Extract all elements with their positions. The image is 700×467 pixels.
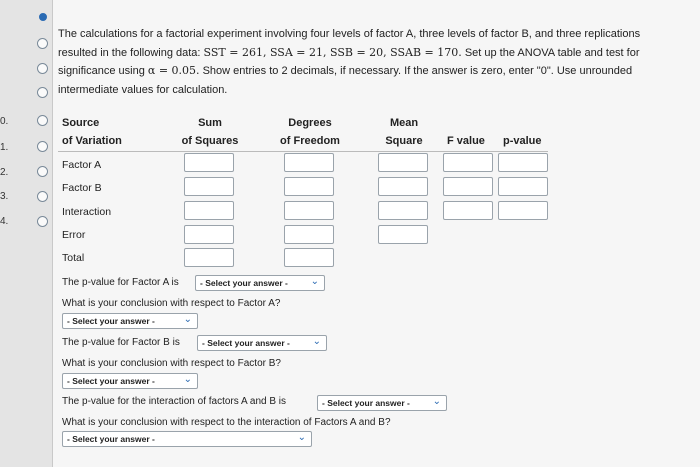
df-input-total[interactable]: [284, 248, 334, 267]
p-input-interaction[interactable]: [498, 201, 548, 220]
row-label-interaction: Interaction: [62, 206, 112, 218]
row-label-total: Total: [62, 252, 85, 264]
chevron-down-icon: ⌄: [297, 432, 306, 443]
question-number-3[interactable]: 3.: [0, 191, 9, 202]
select-conclusion-factor-a[interactable]: - Select your answer - ⌄: [62, 313, 198, 329]
question-conclusion-interaction: What is your conclusion with respect to the interaction of Factors A and B?: [62, 417, 391, 428]
problem-line-2: resulted in the following data: SST = 261, SSA = 21, SSB = 20, SSAB = 170. Set up the ANOVA table and test for: [58, 45, 640, 59]
chevron-down-icon: ⌄: [183, 374, 192, 385]
df-input-error[interactable]: [284, 225, 334, 244]
radio-icon[interactable]: [37, 63, 48, 74]
ms-input-interaction[interactable]: [378, 201, 428, 220]
radio-icon[interactable]: [37, 141, 48, 152]
radio-icon[interactable]: [37, 216, 48, 227]
header-divider: [58, 151, 548, 152]
df-input-factor-a[interactable]: [284, 153, 334, 172]
df-input-factor-b[interactable]: [284, 177, 334, 196]
question-number-1[interactable]: 1.: [0, 142, 9, 153]
select-conclusion-factor-b[interactable]: - Select your answer - ⌄: [62, 373, 198, 389]
select-p-value-factor-b[interactable]: - Select your answer - ⌄: [197, 335, 327, 351]
radio-icon[interactable]: [37, 87, 48, 98]
radio-icon[interactable]: [37, 191, 48, 202]
ms-input-factor-b[interactable]: [378, 177, 428, 196]
radio-icon[interactable]: [37, 38, 48, 49]
question-conclusion-factor-b: What is your conclusion with respect to Factor B?: [62, 358, 281, 369]
select-p-value-factor-a[interactable]: - Select your answer - ⌄: [195, 275, 325, 291]
f-input-factor-a[interactable]: [443, 153, 493, 172]
problem-line-3: significance using α = 0.05. Show entries to 2 decimals, if necessary. If the answer is zero, enter "0". Use unrounded: [58, 64, 633, 77]
problem-statement: [58, 25, 683, 99]
header-degrees-of-freedom: Degrees of Freedom: [280, 117, 340, 147]
chevron-down-icon: ⌄: [312, 336, 321, 347]
question-number-4[interactable]: 4.: [0, 216, 9, 227]
header-source: Source of Variation: [62, 117, 122, 147]
question-p-value-factor-a: The p-value for Factor A is: [62, 277, 179, 288]
data-values: SST = 261, SSA = 21, SSB = 20, SSAB = 170.: [203, 45, 462, 59]
ms-input-error[interactable]: [378, 225, 428, 244]
ss-input-interaction[interactable]: [184, 201, 234, 220]
f-input-interaction[interactable]: [443, 201, 493, 220]
row-label-factor-b: Factor B: [62, 182, 102, 194]
df-input-interaction[interactable]: [284, 201, 334, 220]
header-mean-square: Mean Square: [385, 117, 423, 147]
ss-input-error[interactable]: [184, 225, 234, 244]
ss-input-total[interactable]: [184, 248, 234, 267]
f-input-factor-b[interactable]: [443, 177, 493, 196]
radio-icon[interactable]: [37, 115, 48, 126]
alpha-value: α = 0.05.: [147, 64, 200, 77]
header-f-value: F value: [447, 135, 485, 147]
question-conclusion-factor-a: What is your conclusion with respect to Factor A?: [62, 298, 281, 309]
p-input-factor-b[interactable]: [498, 177, 548, 196]
problem-line-1: The calculations for a factorial experiment involving four levels of factor A, three levels of factor B, and three replications: [58, 28, 641, 40]
question-number-0[interactable]: 0.: [0, 116, 9, 127]
chevron-down-icon: ⌄: [310, 276, 319, 287]
header-p-value: p-value: [503, 135, 542, 147]
select-p-value-interaction[interactable]: - Select your answer - ⌄: [317, 395, 447, 411]
question-number-2[interactable]: 2.: [0, 167, 9, 178]
select-conclusion-interaction[interactable]: - Select your answer - ⌄: [62, 431, 312, 447]
header-sum-of-squares: Sum of Squares: [181, 117, 239, 147]
radio-current-icon[interactable]: [39, 13, 47, 21]
question-p-value-factor-b: The p-value for Factor B is: [62, 337, 180, 348]
chevron-down-icon: ⌄: [183, 314, 192, 325]
ss-input-factor-b[interactable]: [184, 177, 234, 196]
ss-input-factor-a[interactable]: [184, 153, 234, 172]
row-label-factor-a: Factor A: [62, 159, 102, 171]
question-p-value-interaction: The p-value for the interaction of factors A and B is: [62, 396, 287, 407]
radio-icon[interactable]: [37, 166, 48, 177]
row-label-error: Error: [62, 229, 86, 241]
chevron-down-icon: ⌄: [432, 396, 441, 407]
p-input-factor-a[interactable]: [498, 153, 548, 172]
ms-input-factor-a[interactable]: [378, 153, 428, 172]
problem-line-4: intermediate values for calculation.: [58, 83, 228, 96]
